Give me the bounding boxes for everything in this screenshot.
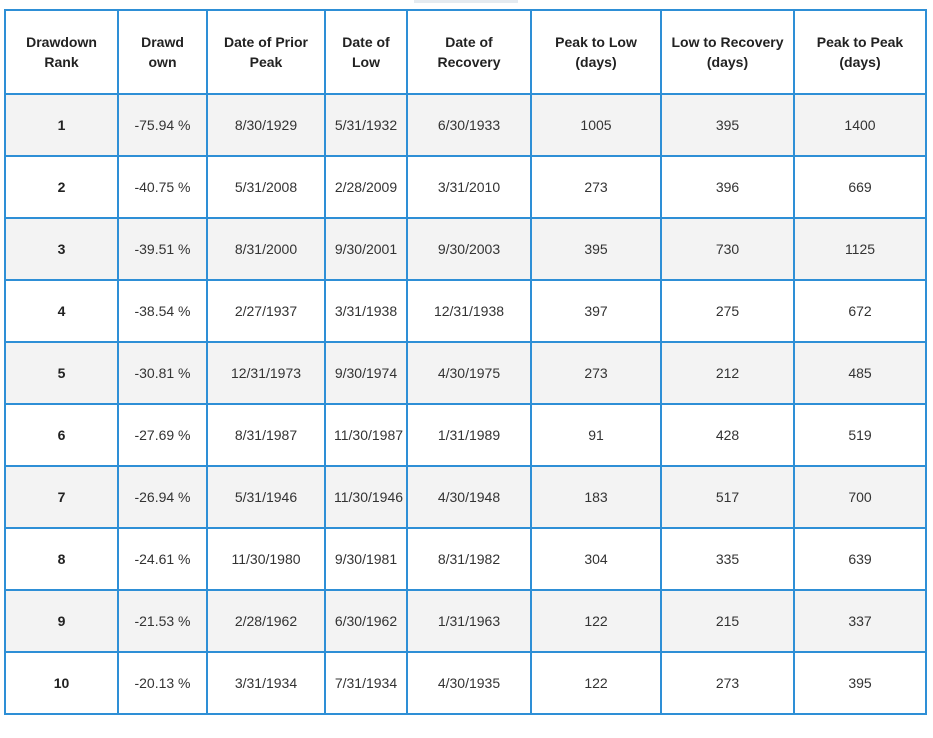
cell-peak-to-peak: 672 (794, 280, 926, 342)
cell-peak-to-peak: 700 (794, 466, 926, 528)
cell-rank: 10 (5, 652, 118, 714)
cell-low-to-recovery: 396 (661, 156, 794, 218)
cell-prior-peak: 8/31/1987 (207, 404, 325, 466)
cell-rank: 8 (5, 528, 118, 590)
cell-low-to-recovery: 730 (661, 218, 794, 280)
cell-drawdown: -26.94 % (118, 466, 207, 528)
cell-peak-to-peak: 639 (794, 528, 926, 590)
cell-drawdown: -30.81 % (118, 342, 207, 404)
table-row (5, 404, 926, 466)
cell-recovery: 1/31/1963 (407, 590, 531, 652)
table-row (5, 590, 926, 652)
cell-peak-to-peak: 485 (794, 342, 926, 404)
header-low-to-recovery-days: Low to Recovery (days) (661, 10, 794, 94)
cell-low-to-recovery: 215 (661, 590, 794, 652)
cell-prior-peak: 8/30/1929 (207, 94, 325, 156)
cell-peak-to-peak: 1125 (794, 218, 926, 280)
cell-prior-peak: 11/30/1980 (207, 528, 325, 590)
cell-peak-to-low: 397 (531, 280, 661, 342)
cell-prior-peak: 8/31/2000 (207, 218, 325, 280)
table-row (5, 466, 926, 528)
cell-low: 9/30/1981 (325, 528, 407, 590)
cell-low: 7/31/1934 (325, 652, 407, 714)
cell-peak-to-low: 304 (531, 528, 661, 590)
cell-low: 9/30/1974 (325, 342, 407, 404)
cell-drawdown: -40.75 % (118, 156, 207, 218)
table-row (5, 218, 926, 280)
cell-recovery: 12/31/1938 (407, 280, 531, 342)
cell-rank: 6 (5, 404, 118, 466)
table-header-row (5, 10, 926, 94)
cell-rank: 3 (5, 218, 118, 280)
header-peak-to-low-days: Peak to Low (days) (531, 10, 661, 94)
cell-prior-peak: 2/28/1962 (207, 590, 325, 652)
cell-low-to-recovery: 335 (661, 528, 794, 590)
cell-prior-peak: 5/31/1946 (207, 466, 325, 528)
table-row (5, 280, 926, 342)
table-row (5, 156, 926, 218)
cell-low: 9/30/2001 (325, 218, 407, 280)
header-peak-to-peak-days: Peak to Peak (days) (794, 10, 926, 94)
cell-low-to-recovery: 395 (661, 94, 794, 156)
cell-rank: 1 (5, 94, 118, 156)
cell-peak-to-low: 91 (531, 404, 661, 466)
cell-drawdown: -20.13 % (118, 652, 207, 714)
cell-peak-to-peak: 519 (794, 404, 926, 466)
cell-drawdown: -24.61 % (118, 528, 207, 590)
cell-recovery: 4/30/1948 (407, 466, 531, 528)
cell-low: 3/31/1938 (325, 280, 407, 342)
cell-peak-to-low: 183 (531, 466, 661, 528)
cell-low-to-recovery: 273 (661, 652, 794, 714)
cell-peak-to-peak: 395 (794, 652, 926, 714)
cell-peak-to-low: 122 (531, 590, 661, 652)
cell-peak-to-low: 122 (531, 652, 661, 714)
cell-low-to-recovery: 428 (661, 404, 794, 466)
table-row (5, 652, 926, 714)
cell-recovery: 9/30/2003 (407, 218, 531, 280)
cell-low: 5/31/1932 (325, 94, 407, 156)
cell-low: 11/30/1987 (325, 404, 407, 466)
cell-recovery: 4/30/1935 (407, 652, 531, 714)
cell-recovery: 8/31/1982 (407, 528, 531, 590)
cell-peak-to-peak: 669 (794, 156, 926, 218)
cell-rank: 9 (5, 590, 118, 652)
cell-peak-to-peak: 1400 (794, 94, 926, 156)
header-date-of-low: Date of Low (325, 10, 407, 94)
cell-low-to-recovery: 275 (661, 280, 794, 342)
cell-peak-to-low: 1005 (531, 94, 661, 156)
cell-prior-peak: 5/31/2008 (207, 156, 325, 218)
cell-low: 11/30/1946 (325, 466, 407, 528)
header-date-of-prior-peak: Date of Prior Peak (207, 10, 325, 94)
cell-rank: 5 (5, 342, 118, 404)
cell-low: 6/30/1962 (325, 590, 407, 652)
cell-recovery: 1/31/1989 (407, 404, 531, 466)
cell-prior-peak: 12/31/1973 (207, 342, 325, 404)
cell-prior-peak: 3/31/1934 (207, 652, 325, 714)
drawdowns-table (4, 9, 927, 715)
cell-recovery: 3/31/2010 (407, 156, 531, 218)
cell-recovery: 6/30/1933 (407, 94, 531, 156)
cell-rank: 4 (5, 280, 118, 342)
top-tab-indicator (414, 0, 518, 3)
cell-drawdown: -75.94 % (118, 94, 207, 156)
cell-rank: 2 (5, 156, 118, 218)
cell-low-to-recovery: 517 (661, 466, 794, 528)
table-row (5, 94, 926, 156)
cell-peak-to-peak: 337 (794, 590, 926, 652)
cell-drawdown: -27.69 % (118, 404, 207, 466)
table-row (5, 528, 926, 590)
cell-rank: 7 (5, 466, 118, 528)
cell-drawdown: -21.53 % (118, 590, 207, 652)
header-drawdown: Drawd own (118, 10, 207, 94)
header-date-of-recovery: Date of Recovery (407, 10, 531, 94)
cell-peak-to-low: 395 (531, 218, 661, 280)
cell-peak-to-low: 273 (531, 156, 661, 218)
cell-low: 2/28/2009 (325, 156, 407, 218)
cell-recovery: 4/30/1975 (407, 342, 531, 404)
cell-low-to-recovery: 212 (661, 342, 794, 404)
cell-drawdown: -38.54 % (118, 280, 207, 342)
cell-peak-to-low: 273 (531, 342, 661, 404)
table-row (5, 342, 926, 404)
cell-drawdown: -39.51 % (118, 218, 207, 280)
header-drawdown-rank: Drawdown Rank (5, 10, 118, 94)
cell-prior-peak: 2/27/1937 (207, 280, 325, 342)
